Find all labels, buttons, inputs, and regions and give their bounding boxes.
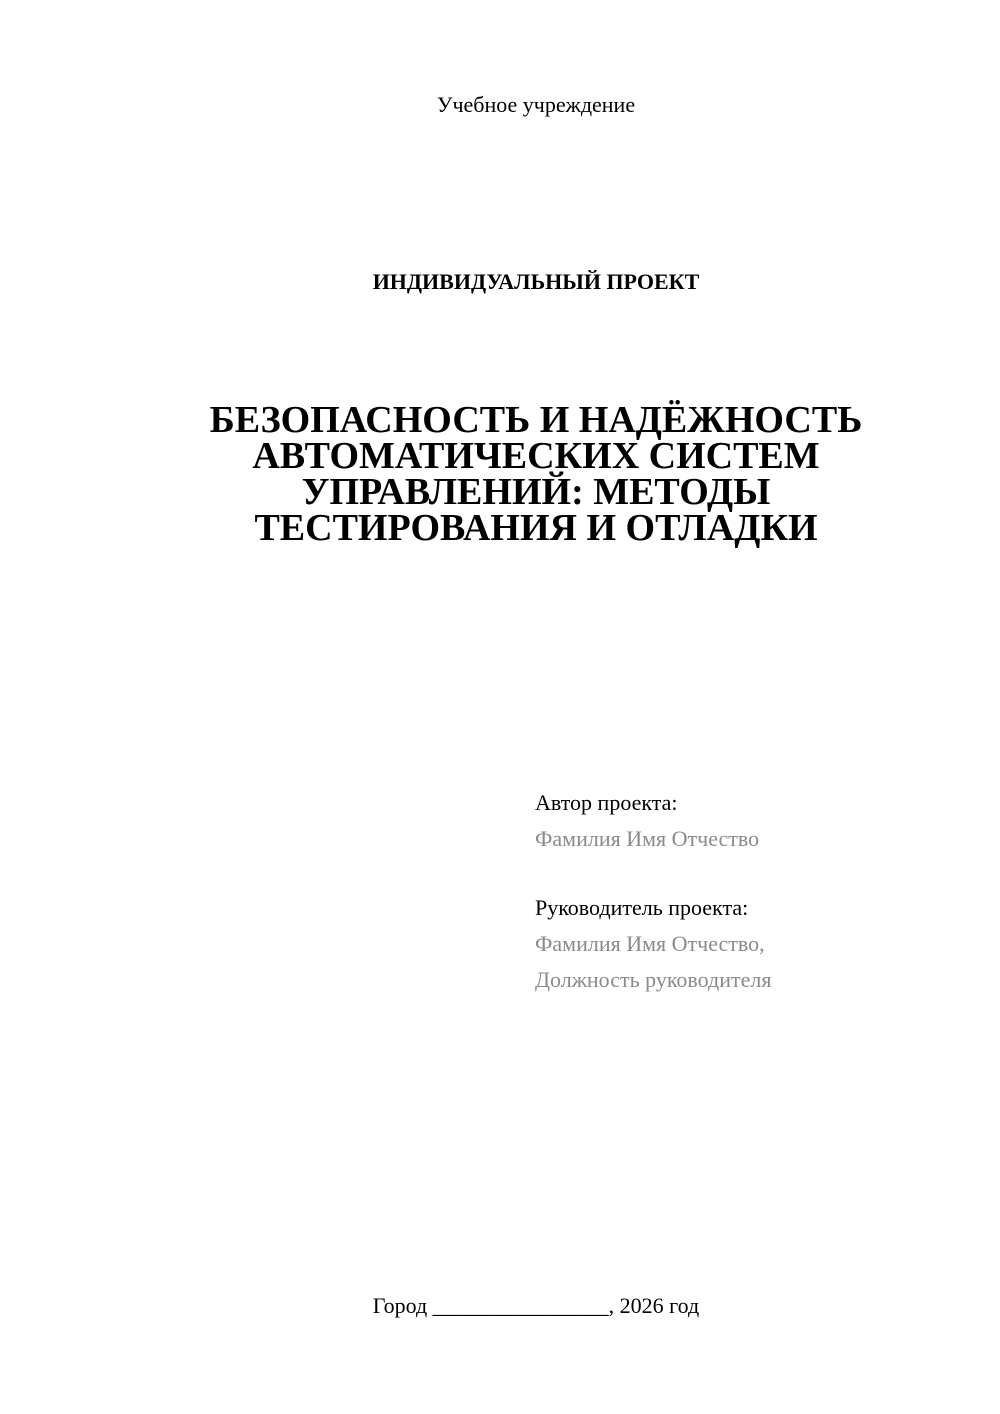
title-line-1: БЕЗОПАСНОСТЬ И НАДЁЖНОСТЬ — [209, 399, 863, 441]
supervisor-label: Руководитель проекта: — [535, 895, 749, 920]
institution-name: Учебное учреждение — [436, 92, 636, 117]
author-label: Автор проекта: — [535, 790, 678, 815]
title-line-3: УПРАВЛЕНИЙ: МЕТОДЫ — [301, 471, 771, 513]
title-line-4: ТЕСТИРОВАНИЯ И ОТЛАДКИ — [254, 507, 818, 549]
supervisor-position: Должность руководителя — [535, 967, 772, 992]
city-year-line: Город ________________, 2026 год — [372, 1293, 700, 1318]
project-title — [170, 399, 902, 549]
document-type: ИНДИВИДУАЛЬНЫЙ ПРОЕКТ — [372, 269, 700, 294]
title-line-2: АВТОМАТИЧЕСКИХ СИСТЕМ — [252, 435, 820, 477]
supervisor-name: Фамилия Имя Отчество, — [535, 931, 765, 956]
author-name: Фамилия Имя Отчество — [535, 826, 760, 851]
